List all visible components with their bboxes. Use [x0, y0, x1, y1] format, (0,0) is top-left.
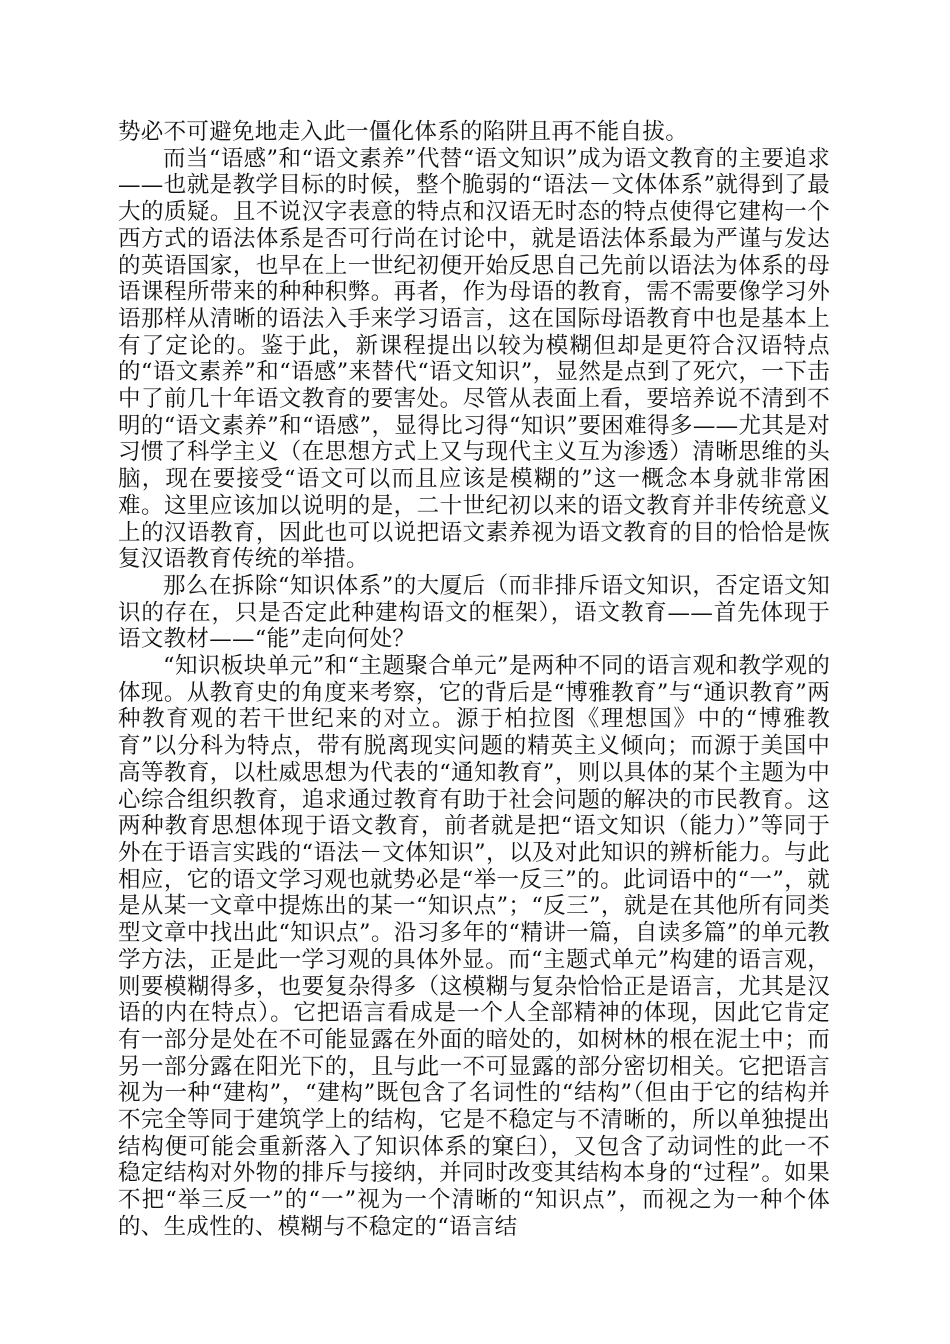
document-body: [118, 119, 830, 1241]
paragraph-3: 那么在拆除“知识体系”的大厦后（而非排斥语文知识，否定语文知识的存在，只是否定此种建构语文的框架），语文教育——首先体现于语文教材——“能”走向何处？: [118, 572, 830, 653]
paragraph-2: 而当“语感”和“语文素养”代替“语文知识”成为语文教育的主要追求——也就是教学目标的时候，整个脆弱的“语法－文体体系”就得到了最大的质疑。且不说汉字表意的特点和汉语无时态的特点使得它建构一个西方式的语法体系是否可行尚在讨论中，就是语法体系最为严谨与发达的英语国家，也早在上一世纪初便开始反思自己先前以语法为体系的母语课程所带来的种种积弊。再者，作为母语的教育，需不需要像学习外语那样从清晰的语法入手来学习语言，这在国际母语教育中也是基本上有了定论的。鉴于此，新课程提出以较为模糊但却是更符合汉语特点的“语文素养”和“语感”来替代“语文知识”，显然是点到了死穴，一下击中了前几十年语文教育的要害处。尽管从表面上看，要培养说不清到不明的“语文素养”和“语感”，显得比习得“知识”要困难得多——尤其是对习惯了科学主义（在思想方式上又与现代主义互为渗透）清晰思维的头脑，现在要接受“语文可以而且应该是模糊的”这一概念本身就非常困难。这里应该加以说明的是，二十世纪初以来的语文教育并非传统意义上的汉语教育，因此也可以说把语文素养视为语文教育的目的恰恰是恢复汉语教育传统的举措。: [118, 145, 830, 573]
paragraph-4: “知识板块单元”和“主题聚合单元”是两种不同的语言观和教学观的体现。从教育史的角度来考察，它的背后是“博雅教育”与“通识教育”两种教育观的若干世纪来的对立。源于柏拉图《理想国》中的“博雅教育”以分科为特点，带有脱离现实问题的精英主义倾向；而源于美国中高等教育，以杜威思想为代表的“通知教育”，则以具体的某个主题为中心综合组织教育，追求通过教育有助于社会问题的解决的市民教育。这两种教育思想体现于语文教育，前者就是把“语文知识（能力）”等同于外在于语言实践的“语法－文体知识”，以及对此知识的辨析能力。与此相应，它的语文学习观也就势必是“举一反三”的。此词语中的“一”，就是从某一文章中提炼出的某一“知识点”；“反三”，就是在其他所有同类型文章中找出此“知识点”。沿习多年的“精讲一篇，自读多篇”的单元教学方法，正是此一学习观的具体外显。而“主题式单元”构建的语言观，则要模糊得多，也要复杂得多（这模糊与复杂恰恰正是语言，尤其是汉语的内在特点）。它把语言看成是一个人全部精神的体现，因此它肯定有一部分是处在不可能显露在外面的暗处的，如树林的根在泥土中；而另一部分露在阳光下的，且与此一不可显露的部分密切相关。它把语言视为一种“建构”，“建构”既包含了名词性的“结构”（但由于它的结构并不完全等同于建筑学上的结构，它是不稳定与不清晰的，所以单独提出结构便可能会重新落入了知识体系的窠臼），又包含了动词性的此一不稳定结构对外物的排斥与接纳，并同时改变其结构本身的“过程”。如果不把“举三反一”的“一”视为一个清晰的“知识点”，而视之为一种个体的、生成性的、模糊与不稳定的“语言结: [118, 653, 830, 1240]
paragraph-1: 势必不可避免地走入此一僵化体系的陷阱且再不能自拔。: [118, 119, 689, 145]
